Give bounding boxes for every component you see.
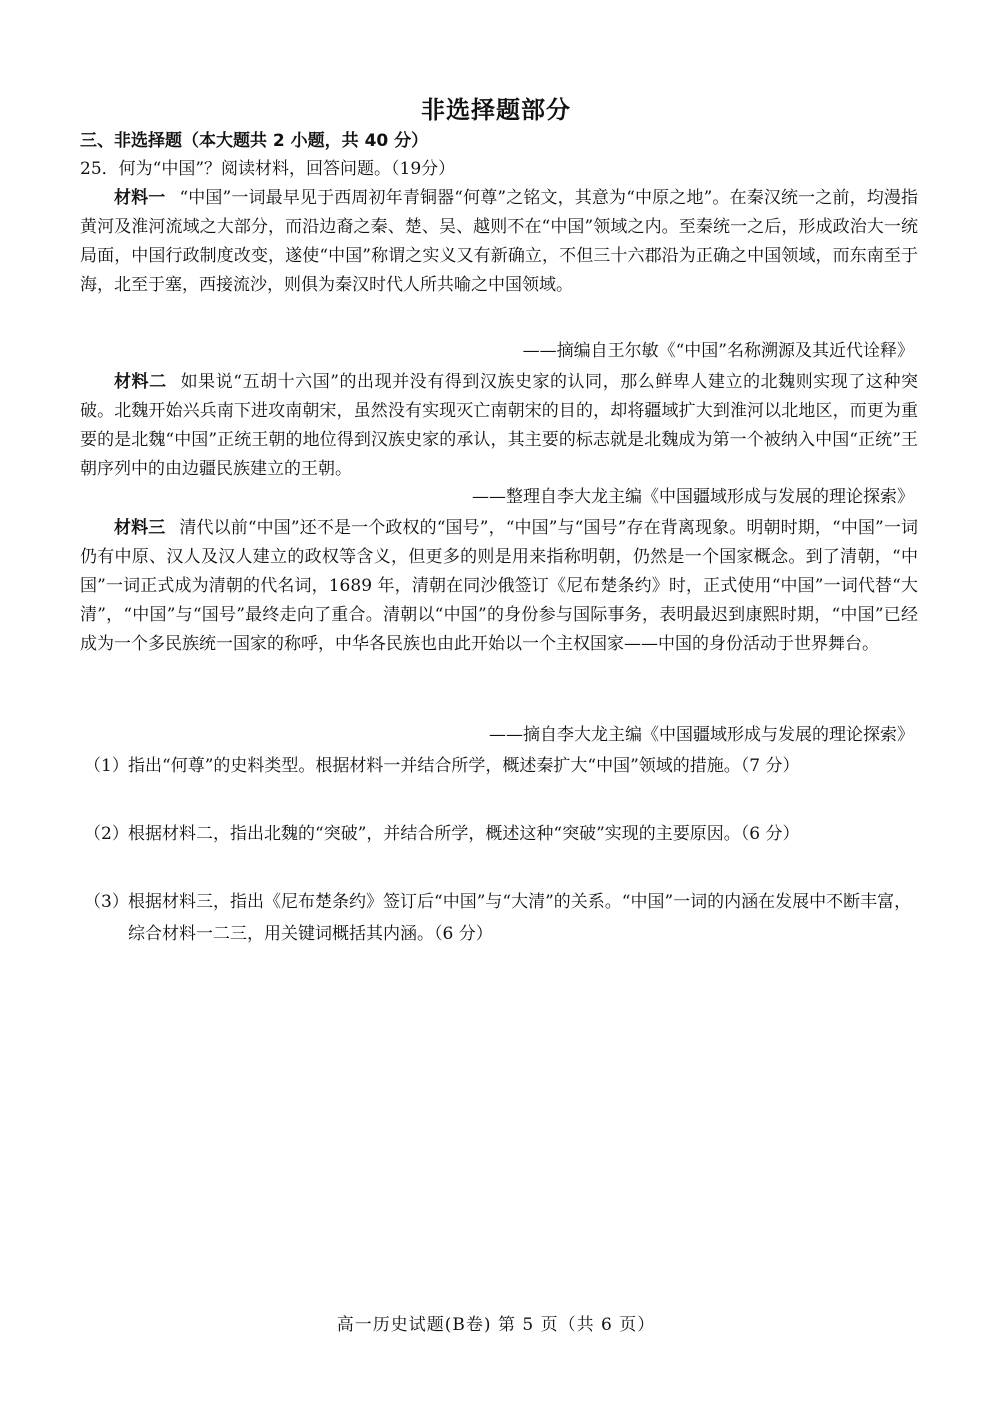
material-3-label: 材料三	[114, 518, 166, 538]
question-25: 25．何为“中国”？阅读材料，回答问题。（19分）	[80, 159, 456, 179]
page-title: 非选择题部分	[421, 96, 571, 124]
sub-question-2	[84, 818, 920, 850]
material-1-text: “中国”一词最早见于西周初年青铜器“何尊”之铭文，其意为“中原之地”。在秦汉统一之前，均漫指黄河及淮河流域之大部分，而沿边裔之秦、楚、吴、越则不在“中国”领域之内。至秦统一之后，形成政治大一统局面，中国行政制度改变，遂使“中国”称谓之实义又有新确立，不但三十六郡沿为正确之中国领域，而东南至于海，北至于塞，西接流沙，则俱为秦汉时代人所共喻之中国领域。	[80, 188, 918, 295]
sub-question-3-text: 根据材料三，指出《尼布楚条约》签订后“中国”与“大清”的关系。“中国”一词的内涵在发展中不断丰富，综合材料一二三，用关键词概括其内涵。（6 分）	[128, 892, 912, 944]
material-3	[80, 514, 918, 659]
section-heading: 三、非选择题（本大题共 2 小题，共 40 分）	[80, 131, 429, 151]
sub-question-1-number: （1）	[84, 756, 129, 776]
material-3-source: ——摘自李大龙主编《中国疆域形成与发展的理论探索》	[489, 725, 914, 745]
material-2-label: 材料二	[114, 372, 167, 392]
material-1-label: 材料一	[114, 188, 166, 208]
material-1	[80, 184, 918, 300]
sub-question-1	[84, 750, 920, 782]
material-3-text: 清代以前“中国”还不是一个政权的“国号”，“中国”与“国号”存在背离现象。明朝时期，“中国”一词仍有中原、汉人及汉人建立的政权等含义，但更多的则是用来指称明朝，仍然是一个国家概念。到了清朝，“中国”一词正式成为清朝的代名词，1689 年，清朝在同沙俄签订《尼布楚条约》时，正式使用“中国”一词代替“大清”，“中国”与“国号”最终走向了重合。清朝以“中国”的身份参与国际事务，表明最迟到康熙时期，“中国”已经成为一个多民族统一国家的称呼，中华各民族也由此开始以一个主权国家——中国的身份活动于世界舞台。	[80, 518, 918, 654]
sub-question-3	[84, 886, 920, 950]
sub-question-3-number: （3）	[84, 892, 129, 912]
material-2-text: 如果说“五胡十六国”的出现并没有得到汉族史家的认同，那么鲜卑人建立的北魏则实现了这种突破。北魏开始兴兵南下进攻南朝宋，虽然没有实现灭亡南朝宋的目的，却将疆域扩大到淮河以北地区，而更为重要的是北魏“中国”正统王朝的地位得到汉族史家的承认，其主要的标志就是北魏成为第一个被纳入中国“正统”王朝序列中的由边疆民族建立的王朝。	[80, 372, 918, 479]
sub-question-1-text: 指出“何尊”的史料类型。根据材料一并结合所学，概述秦扩大“中国”领域的措施。（7 分）	[128, 756, 800, 776]
sub-question-2-number: （2）	[84, 824, 129, 844]
page-footer: 高一历史试题(B卷) 第 5 页（共 6 页）	[336, 1315, 656, 1335]
sub-question-2-text: 根据材料二，指出北魏的“突破”，并结合所学，概述这种“突破”实现的主要原因。（6 分）	[128, 824, 800, 844]
material-2	[80, 368, 918, 484]
material-2-source: ——整理自李大龙主编《中国疆域形成与发展的理论探索》	[472, 487, 914, 507]
material-1-source: ——摘编自王尔敏《“中国”名称溯源及其近代诠释》	[522, 341, 914, 361]
